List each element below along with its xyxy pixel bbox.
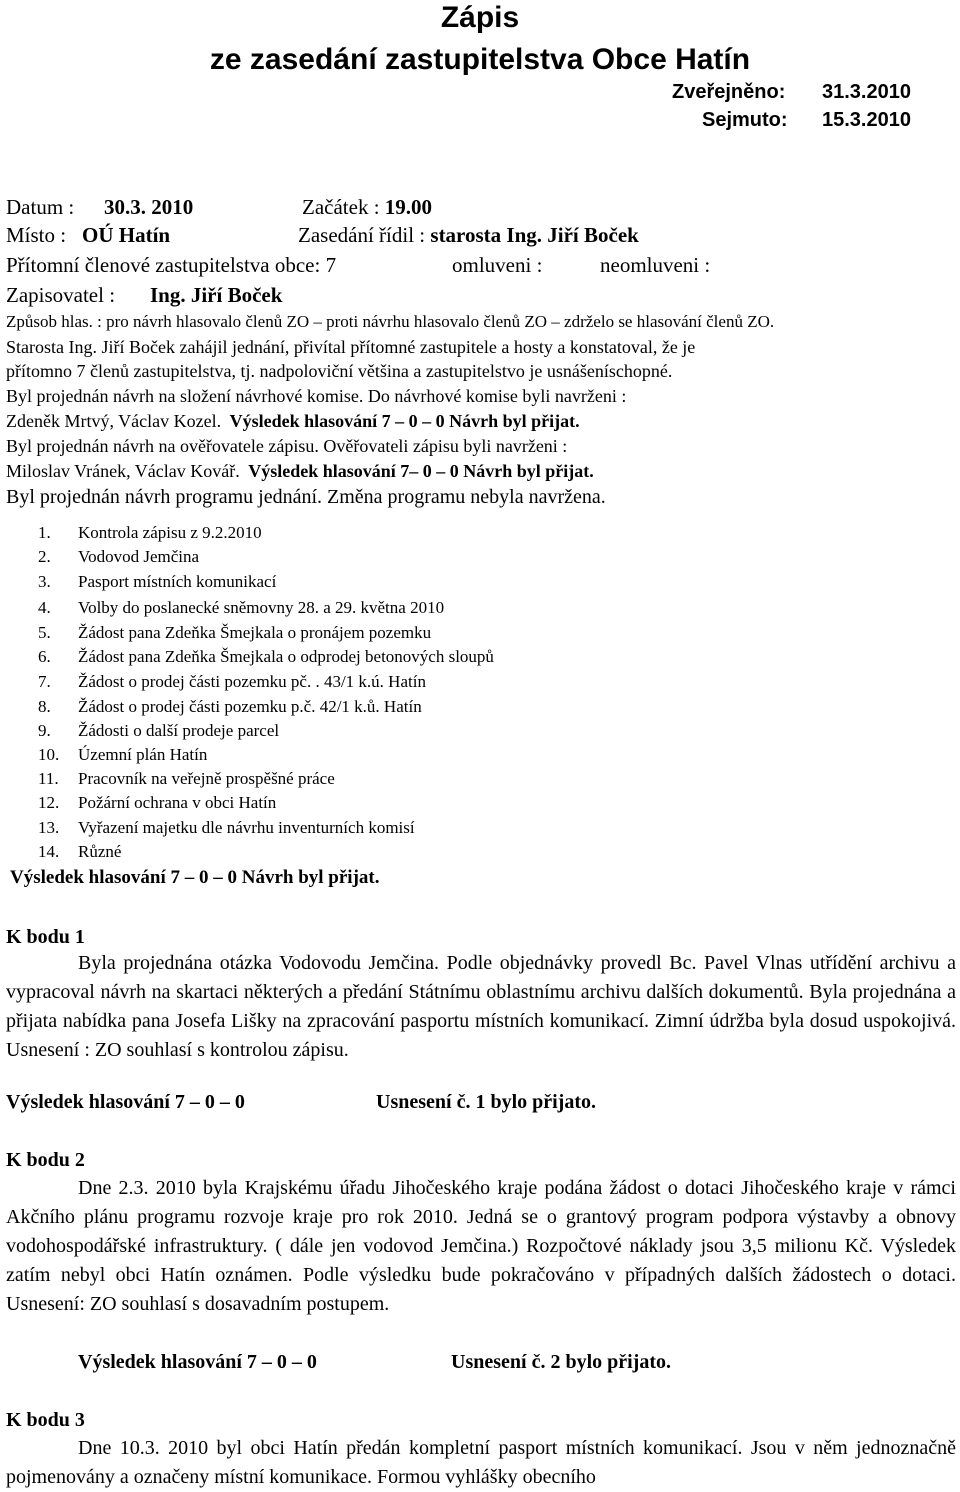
bod2-heading: K bodu 2 — [6, 1149, 85, 1171]
program-item-number: 6. — [38, 647, 51, 666]
commission-text-a: Byl projednán návrh na složení návrhové komise. — [6, 386, 364, 406]
commission-line — [6, 384, 626, 408]
program-item-text: Územní plán Hatín — [78, 745, 208, 764]
commission-names-line — [6, 409, 580, 433]
program-item-number: 8. — [38, 697, 51, 716]
program-item-number: 4. — [38, 598, 51, 617]
program-item-number: 1. — [38, 523, 51, 542]
program-item-text: Žádost o prodej části pozemku pč. . 43/1 k.ú. Hatín — [78, 672, 426, 691]
bod3-text-block — [6, 1434, 956, 1492]
unexcused-label: neomluveni : — [600, 253, 711, 277]
program-result: Výsledek hlasování 7 – 0 – 0 Návrh byl přijat. — [10, 867, 380, 888]
program-item — [38, 792, 276, 814]
program-item-number: 7. — [38, 672, 51, 691]
bod2-resolution: Usnesení č. 2 bylo přijato. — [451, 1351, 671, 1373]
program-item-text: Žádosti o další prodeje parcel — [78, 721, 280, 740]
document-title: Zápis — [440, 1, 520, 34]
date-label: Datum : — [6, 195, 75, 219]
chair-value: starosta Ing. Jiří Boček — [430, 223, 639, 247]
program-item — [38, 671, 426, 693]
verifiers-text-a: Byl projednán návrh na ověřovatele zápisu. — [6, 436, 319, 456]
intro-line-2b: nadpoloviční většina a zastupitelstvo je usnášeníschopné. — [254, 361, 673, 381]
chair-group — [298, 222, 639, 248]
place-label: Místo : — [6, 223, 67, 247]
program-item-text: Pracovník na veřejně prospěšné práce — [78, 769, 335, 788]
removed-value: 15.3.2010 — [822, 109, 911, 131]
program-item — [38, 646, 494, 668]
verifiers-result: Výsledek hlasování 7– 0 – 0 Návrh byl přijat. — [248, 461, 594, 481]
bod2-result: Výsledek hlasování 7 – 0 – 0 — [78, 1351, 317, 1373]
bod1-heading: K bodu 1 — [6, 926, 85, 948]
program-item-text: Kontrola zápisu z 9.2.2010 — [78, 523, 262, 542]
program-item-text: Požární ochrana v obci Hatín — [78, 793, 277, 812]
program-item — [38, 622, 431, 644]
published-label: Zveřejněno: — [672, 81, 786, 103]
program-item-text: Volby do poslanecké sněmovny 28. a 29. května 2010 — [78, 598, 445, 617]
document-subtitle: ze zasedání zastupitelstva Obce Hatín — [209, 43, 751, 76]
program-item-number: 11. — [38, 769, 59, 788]
verifiers-line — [6, 434, 567, 458]
intro-line-2 — [6, 359, 672, 383]
program-item — [38, 597, 444, 619]
program-item-text: Vodovod Jemčina — [78, 547, 200, 566]
program-item-number: 5. — [38, 623, 51, 642]
published-value: 31.3.2010 — [822, 81, 911, 103]
commission-text-b: Do návrhové komise byli navrženi : — [363, 386, 627, 406]
program-item-number: 3. — [38, 572, 51, 591]
chair-label: Zasedání řídil : — [298, 223, 426, 247]
program-item-number: 10. — [38, 745, 60, 764]
excused-label: omluveni : — [452, 253, 543, 277]
program-item — [38, 744, 207, 766]
recorder-value: Ing. Jiří Boček — [150, 283, 283, 307]
start-value: 19.00 — [384, 195, 433, 219]
bod1-result: Výsledek hlasování 7 – 0 – 0 — [6, 1091, 245, 1113]
recorder-label: Zapisovatel : — [6, 283, 116, 307]
start-group — [302, 194, 432, 220]
start-label: Začátek : — [302, 195, 380, 219]
bod3-text: Dne 10.3. 2010 byl obci Hatín předán kompletní pasport místních komunikací. Jsou v něm jednoznačně pojmenovány a označeny místní komunikace. Formou vyhlášky obecního — [6, 1437, 956, 1488]
program-item — [38, 696, 422, 718]
program-item — [38, 768, 335, 790]
commission-names: Zdeněk Mrtvý, Václav Kozel. — [6, 411, 222, 431]
verifiers-text-b: Ověřovateli zápisu byli navrženi : — [318, 436, 568, 456]
program-item-number: 12. — [38, 793, 60, 812]
bod3-heading: K bodu 3 — [6, 1409, 85, 1431]
date-value: 30.3. 2010 — [104, 195, 194, 219]
program-item — [38, 817, 415, 839]
bod2-text: Dne 2.3. 2010 byla Krajskému úřadu Jihočeského kraje podána žádost o dotaci Jihočeského kraje v rámci Akčního plánu programu rozvoje kraje pro rok 2010. Jedná se o grantový program podpora výstavby a obnovy vodohospodářské infrastruktury. ( dále jen vodovod Jemčina.) Rozpočtové náklady jsou 3,5 milionu Kč. Výsledek zatím nebyl obci Hatín oznámen. Podle výsledku bude pokračováno v případných dalších žádostech o dotaci. Usnesení: ZO souhlasí s dosavadním postupem. — [6, 1177, 956, 1315]
program-line: Byl projednán návrh programu jednání. Změna programu nebyla navržena. — [6, 486, 606, 508]
bod1-resolution: Usnesení č. 1 bylo přijato. — [376, 1091, 596, 1113]
program-item-number: 13. — [38, 818, 60, 837]
program-item — [38, 546, 199, 568]
present-label: Přítomní členové zastupitelstva obce: 7 — [6, 253, 337, 277]
program-item — [38, 720, 279, 742]
program-item-number: 9. — [38, 721, 51, 740]
removed-label: Sejmuto: — [702, 109, 788, 131]
verifiers-names-line — [6, 459, 594, 483]
program-item-text: Vyřazení majetku dle návrhu inventurních komisí — [78, 818, 415, 837]
program-item-text: Pasport místních komunikací — [78, 572, 277, 591]
bod2-text-block — [6, 1174, 956, 1319]
intro-line-2a: přítomno 7 členů zastupitelstva, tj. — [6, 361, 255, 381]
program-item — [38, 841, 121, 863]
program-item-number: 2. — [38, 547, 51, 566]
intro-line-1: Starosta Ing. Jiří Boček zahájil jednání, přivítal přítomné zastupitele a hosty a konstatoval, že je — [6, 337, 696, 357]
program-item — [38, 571, 276, 593]
vote-method: Způsob hlas. : pro návrh hlasovalo členů ZO – proti návrhu hlasovalo členů ZO – zdrželo se hlasování členů ZO. — [6, 312, 775, 331]
program-item-text: Žádost pana Zdeňka Šmejkala o odprodej betonových sloupů — [78, 647, 494, 666]
program-item-text: Žádost o prodej části pozemku p.č. 42/1 k.ů. Hatín — [78, 697, 422, 716]
place-value: OÚ Hatín — [82, 223, 171, 247]
program-item-text: Žádost pana Zdeňka Šmejkala o pronájem pozemku — [78, 623, 432, 642]
program-item-text: Různé — [78, 842, 122, 861]
bod1-text: Byla projednána otázka Vodovodu Jemčina. Podle objednávky provedl Bc. Pavel Vlnas utřídění archivu a vypracoval návrh na skartaci některých a předání Státnímu oblastnímu archivu dalších dokumentů. Byla projednána a přijata nabídka pana Josefa Lišky na zpracování pasportu místních komunikací. Zimní údržba byla dosud uspokojivá. Usnesení : ZO souhlasí s kontrolou zápisu. — [6, 952, 956, 1061]
bod1-text-block — [6, 949, 956, 1065]
commission-result: Výsledek hlasování 7 – 0 – 0 Návrh byl přijat. — [229, 411, 580, 431]
program-item — [38, 522, 262, 544]
verifiers-names: Miloslav Vránek, Václav Kovář. — [6, 461, 240, 481]
program-item-number: 14. — [38, 842, 60, 861]
